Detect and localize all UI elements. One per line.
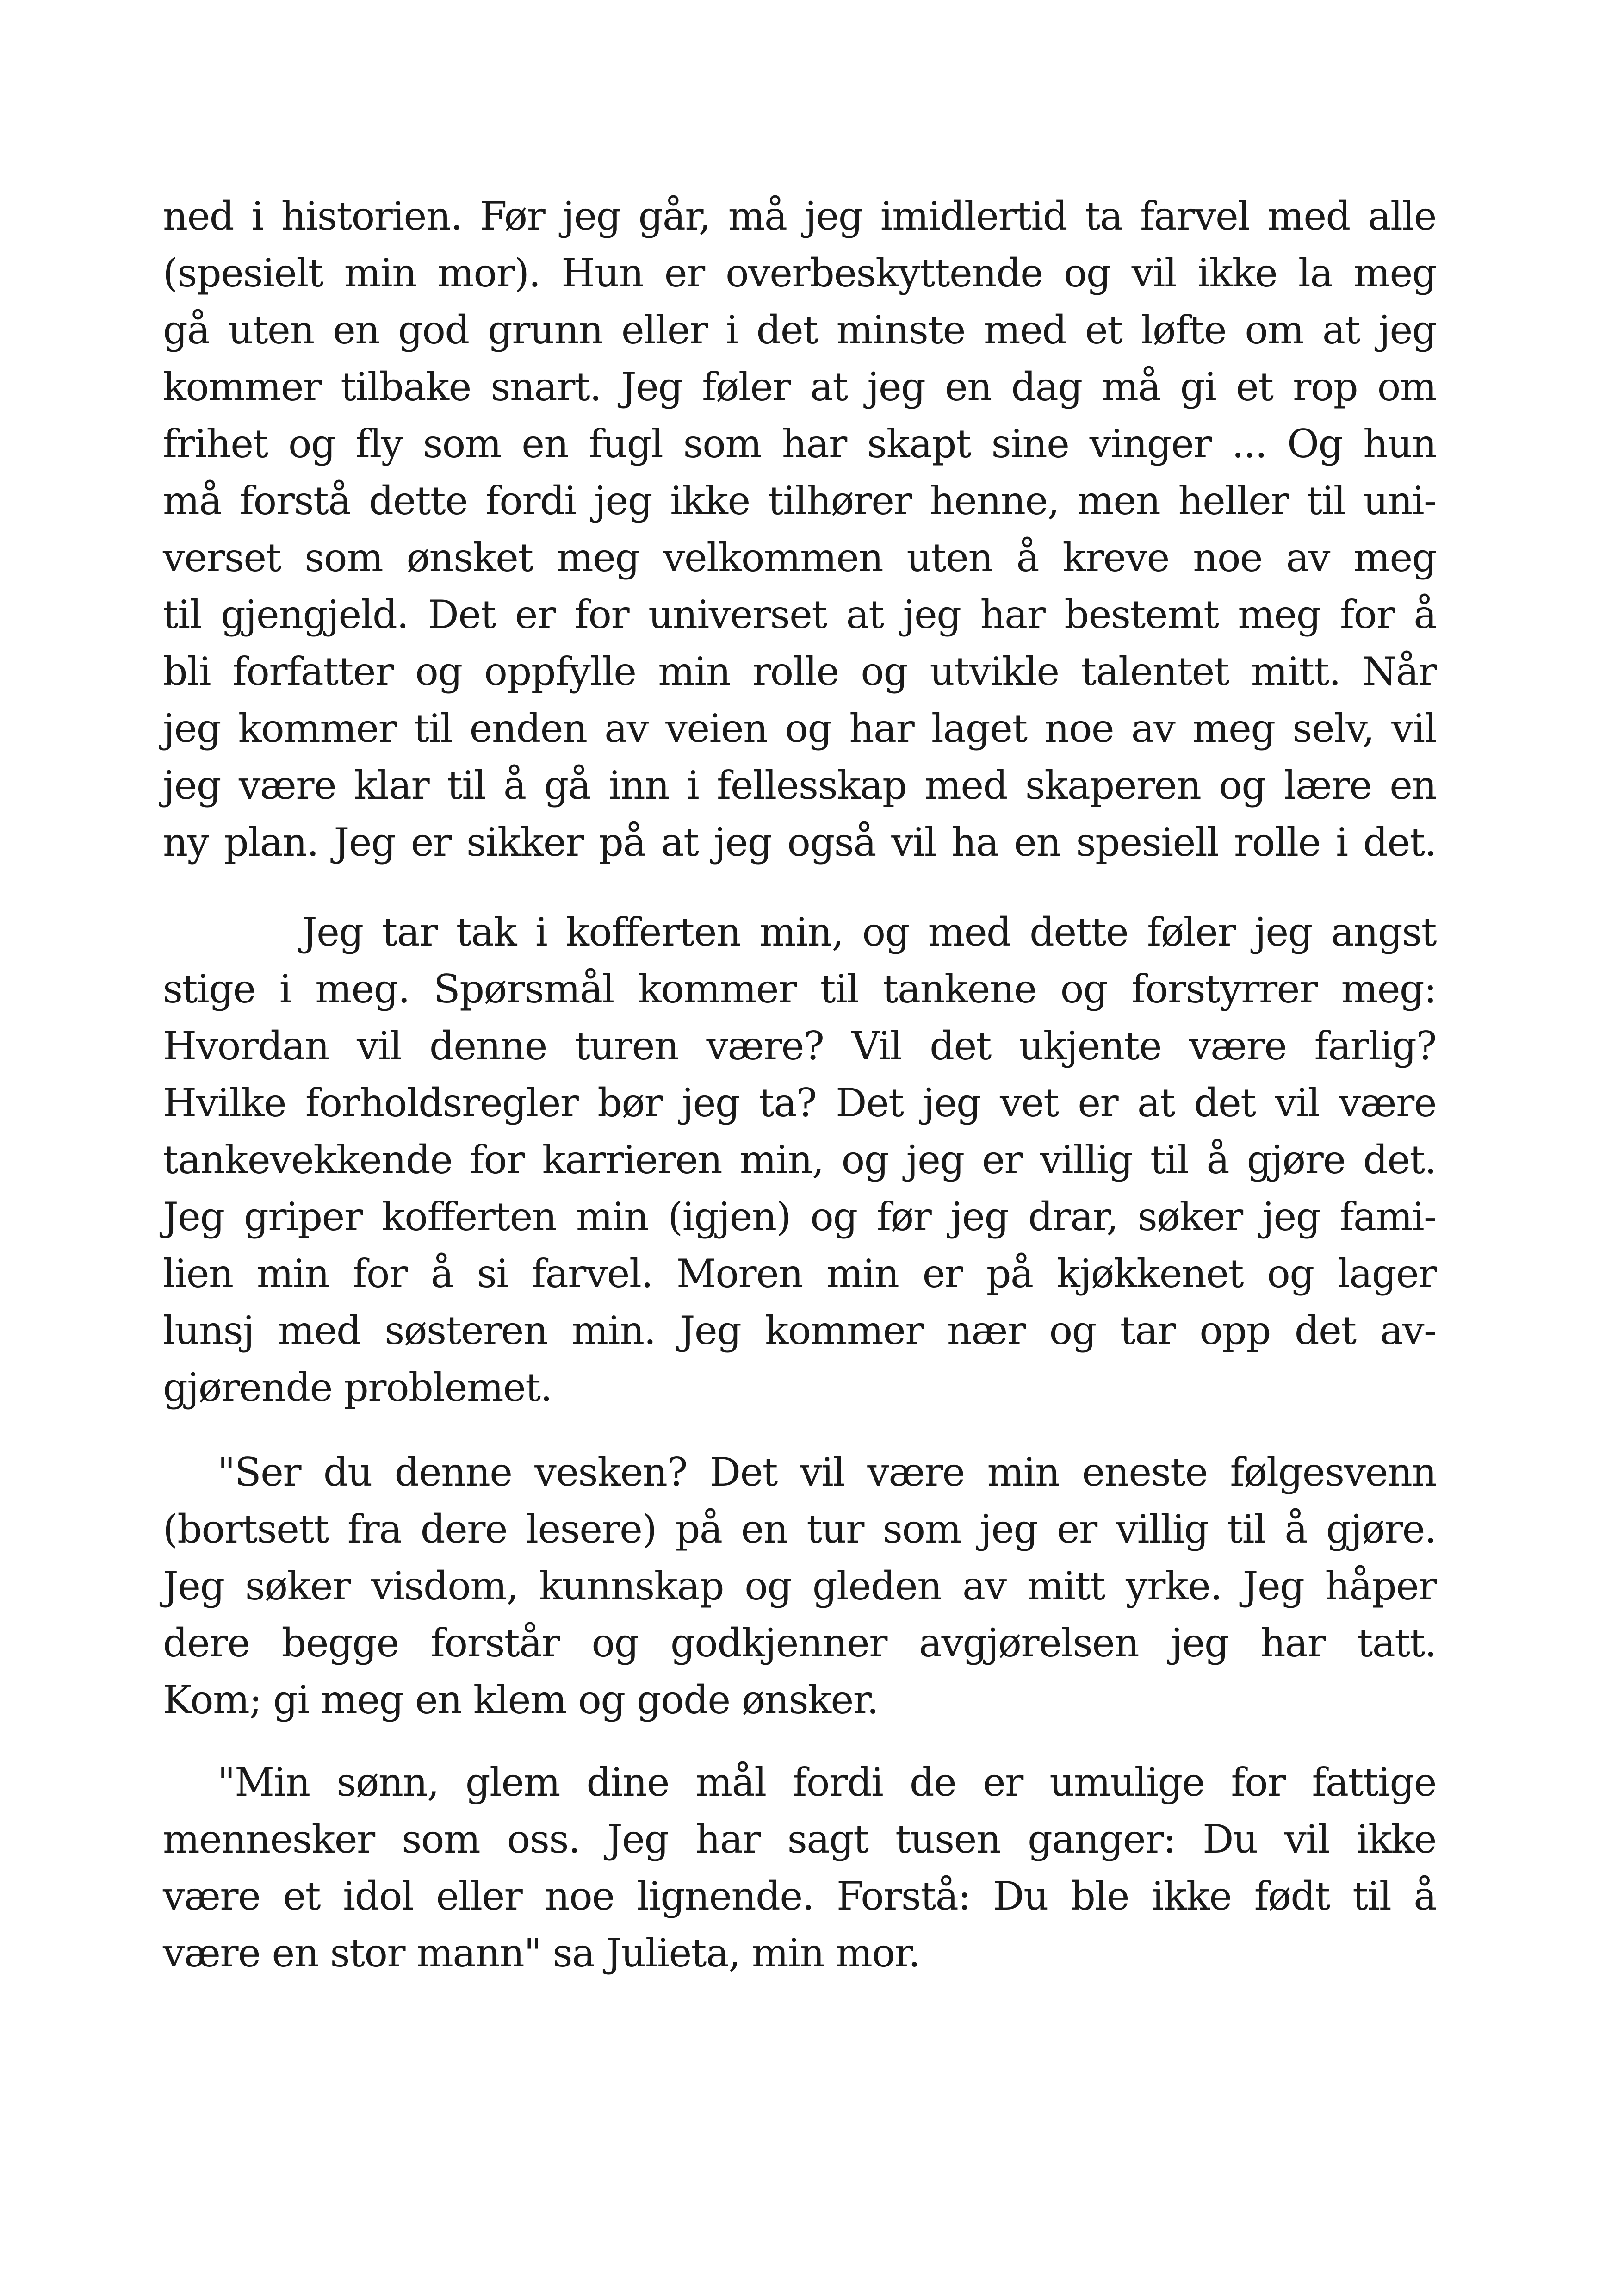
text-line: være et idol eller noe lignende. Forstå: Du ble ikke født til å [163,1873,1436,1919]
text-line: gå uten en god grunn eller i det minste med et løfte om at jeg [163,307,1436,353]
text-line: "Min sønn, glem dine mål fordi de er umulige for fattige [217,1760,1436,1805]
text-line: lunsj med søsteren min. Jeg kommer nær og tar opp det av- [163,1308,1436,1353]
text-line: stige i meg. Spørsmål kommer til tankene og forstyrrer meg: [163,966,1436,1012]
text-line: Jeg griper kofferten min (igjen) og før jeg drar, søker jeg fami- [163,1194,1436,1239]
text-line: "Ser du denne vesken? Det vil være min eneste følgesvenn [217,1450,1436,1495]
text-line: bli forfatter og oppfylle min rolle og utvikle talentet mitt. Når [163,649,1436,694]
text-line: ned i historien. Før jeg går, må jeg imidlertid ta farvel med alle [163,193,1436,239]
paragraph-2 [163,904,1436,1416]
text-line: ny plan. Jeg er sikker på at jeg også vil ha en spesiell rolle i det. [163,820,1436,865]
text-line: (bortsett fra dere lesere) på en tur som jeg er villig til å gjøre. [163,1506,1436,1552]
text-line: Kom; gi meg en klem og gode ønsker. [163,1677,879,1723]
text-line: verset som ønsket meg velkommen uten å kreve noe av meg [163,535,1436,580]
paragraph-3 [163,1444,1436,1729]
paragraph-4 [163,1754,1436,1982]
text-line: Jeg tar tak i kofferten min, og med dette føler jeg angst [302,909,1436,955]
text-line: kommer tilbake snart. Jeg føler at jeg en dag må gi et rop om [163,364,1436,410]
text-line: være en stor mann" sa Julieta, min mor. [163,1930,920,1976]
text-line: til gjengjeld. Det er for universet at jeg har bestemt meg for å [163,592,1436,637]
text-line: Jeg søker visdom, kunnskap og gleden av mitt yrke. Jeg håper [163,1563,1436,1609]
text-line: (spesielt min mor). Hun er overbeskyttende og vil ikke la meg [163,250,1436,296]
text-line: må forstå dette fordi jeg ikke tilhører henne, men heller til uni- [163,478,1436,523]
text-line: lien min for å si farvel. Moren min er på kjøkkenet og lager [163,1251,1436,1296]
paragraph-1 [163,188,1436,871]
text-line: jeg kommer til enden av veien og har laget noe av meg selv, vil [163,706,1436,751]
text-line: dere begge forstår og godkjenner avgjørelsen jeg har tatt. [163,1620,1436,1666]
text-line: Hvordan vil denne turen være? Vil det ukjente være farlig? [163,1023,1436,1069]
text-line: mennesker som oss. Jeg har sagt tusen ganger: Du vil ikke [163,1817,1436,1862]
text-line: Hvilke forholdsregler bør jeg ta? Det jeg vet er at det vil være [163,1080,1436,1126]
text-line: tankevekkende for karrieren min, og jeg er villig til å gjøre det. [163,1137,1436,1182]
text-line: frihet og fly som en fugl som har skapt sine vinger ... Og hun [163,421,1436,467]
text-line: gjørende problemet. [163,1365,552,1410]
text-line: jeg være klar til å gå inn i fellesskap med skaperen og lære en [163,763,1436,808]
